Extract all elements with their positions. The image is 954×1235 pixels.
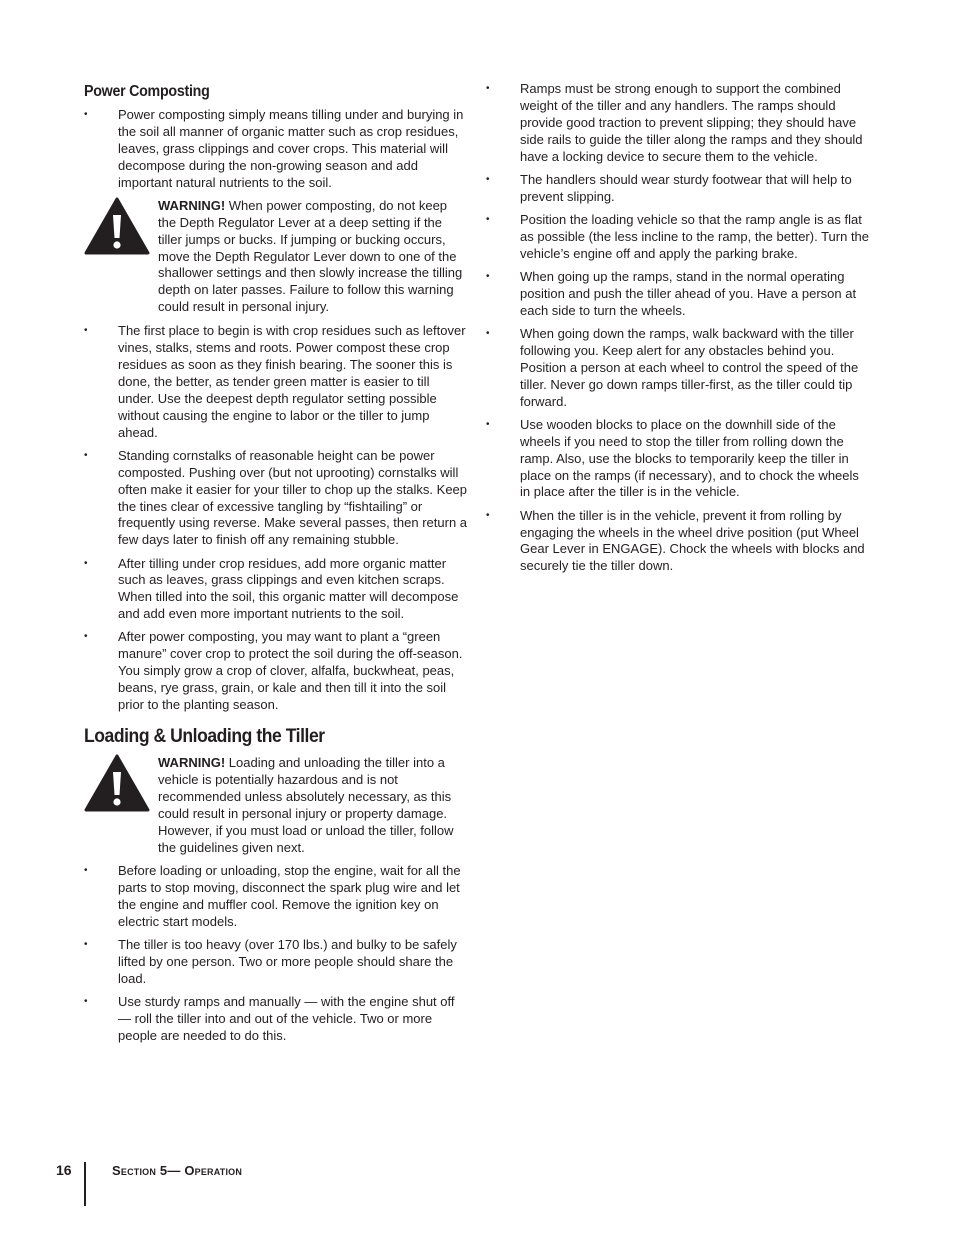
bullet-icon: • [486,327,490,339]
warning-text: When power composting, do not keep the Depth Regulator Lever at a deep setting if the tiller jumps or bucks. If jumping or bucking occurs, move the Depth Regulator Lever down to one of the shallower settings and then slowly increase the tilling depth on later passes. Failure to follow this warning could result in personal injury. [158,197,463,315]
list-item: • When the tiller is in the vehicle, prevent it from rolling by engaging the wheels in the wheel drive position (put Wheel Gear Lever in ENGAGE). Chock the wheels with blocks and securely tie the tiller down. [486,507,865,574]
bullet-icon: • [84,449,88,461]
warning-triangle-icon [84,197,150,255]
list-item: • Before loading or unloading, stop the engine, wait for all the parts to stop moving, disconnect the spark plug wire and let the engine and muffler cool. Remove the ignition key on electric start models. [84,863,461,930]
list-item: • Power composting simply means tilling under and burying in the soil all manner of organic matter such as crop residues, leaves, grass clippings and cover crops. This material will decompose during the non-growing season and add important natural nutrients to the soil. [84,107,464,190]
list-item: • After power composting, you may want to plant a “green manure” cover crop to protect the soil during the off-season. You simply grow a crop of clover, alfalfa, buckwheat, peas, beans, rye grass, grain, or kale and then till it into the soil prior to the planting season. [84,629,463,713]
warning-label: WARNING! [158,197,226,213]
list-item: • The tiller is too heavy (over 170 lbs.) and bulky to be safely lifted by one person. Two or more people should share the load. [84,937,457,987]
bullet-list-a [84,107,468,192]
bullet-icon: • [84,865,88,877]
list-item: • Use wooden blocks to place on the downhill side of the wheels if you need to stop the tiller from rolling down the ramp. Also, use the blocks to temporarily keep the tiller in place on the ramps (if necessary), and to chock the wheels in place after the tiller is in the vehicle. [486,416,859,500]
bullet-icon: • [486,83,490,94]
list-item: • Position the loading vehicle so that the ramp angle is as flat as possible (the less incline to the ramp, the better). Turn the vehicle’s engine off and apply the parking brake. [486,211,870,261]
warning-block-loading [84,755,468,856]
list-item: • The handlers should wear sturdy footwear that will help to prevent slipping. [486,171,852,204]
bullet-icon: • [84,939,88,951]
bullet-icon: • [84,557,88,569]
bullet-icon: • [84,109,88,120]
list-item: • Standing cornstalks of reasonable height can be power composted. Pushing over (but not uprooting) cornstalks will often make it easier for your tiller to chop up the stalks. Keep the tines clear of excessive tangling by “fishtailing” or frequently using reverse. Make several passes, then return a few days later to finish off any remaining stubble. [84,447,468,548]
section-title: Section 5— Operation [112,1163,243,1178]
list-item: • When going up the ramps, stand in the normal operating position and push the tiller ahead of you. Have a person at each side to turn the wheels. [486,268,857,318]
list-item: • When going down the ramps, walk backward with the tiller following you. Keep alert for any obstacles behind you. Position a person at each wheel to control the speed of the tiller. Never go down ramps tiller-first, as the tiller could tip forward. [486,325,859,409]
list-item: • Use sturdy ramps and manually — with the engine shut off — roll the tiller into and out of the vehicle. Two or more people are needed to do this. [84,994,455,1044]
power-composting-heading: Power Composting [84,83,210,100]
warning-label: WARNING! [158,755,226,770]
footer-divider [84,1162,86,1206]
list-item: • After tilling under crop residues, add more organic matter such as leaves, grass clippings and even kitchen scraps. When tilled into the soil, this organic matter will decompose and add even more important nutrients to the soil. [84,555,459,622]
right-column [486,81,872,582]
bullet-icon: • [486,418,490,430]
bullet-icon: • [486,270,490,282]
bullet-list-right [486,81,872,575]
warning-text: Loading and unloading the tiller into a vehicle is potentially hazardous and is not recommended unless absolutely necessary, as this could result in personal injury or property damage. However, if you must load or unload the tiller, follow the guidelines given next. [158,755,454,855]
loading-unloading-heading: Loading & Unloading the Tiller [84,725,325,747]
bullet-list-c [84,863,468,1045]
bullet-icon: • [486,509,490,521]
warning-triangle-icon [84,754,150,812]
left-column [84,82,468,1051]
bullet-icon: • [84,325,88,337]
page-number: 16 [56,1162,72,1178]
bullet-icon: • [486,213,490,225]
list-item: • The first place to begin is with crop residues such as leftover vines, stalks, stems and roots. Power compost these crop residues as soon as they finish bearing. The sooner this is done, the better, as tender green matter is easier to till under. Use the deepest depth regulator setting possible without causing the engine to labor or the tiller to jump ahead. [84,323,466,440]
bullet-icon: • [84,996,88,1008]
list-item: • Ramps must be strong enough to support the combined weight of the tiller and any handlers. The ramps should provide good traction to prevent slipping; they should have side rails to guide the tiller along the ramps and they should have a locking device to secure them to the vehicle. [486,81,863,164]
bullet-icon: • [84,631,88,643]
warning-block-composting [84,198,468,316]
bullet-list-b [84,323,468,714]
bullet-icon: • [486,173,490,185]
